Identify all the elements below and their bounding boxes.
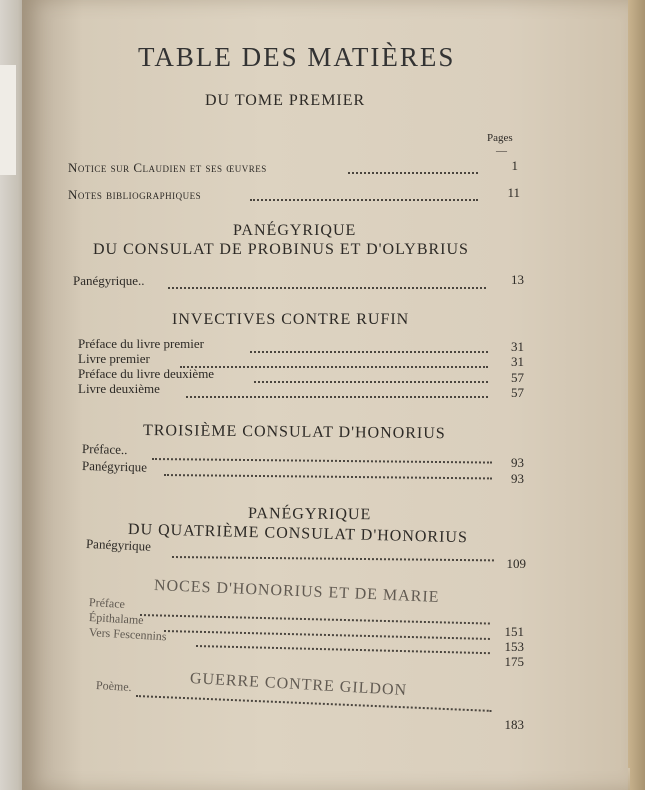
- toc-entry-page: 1: [511, 158, 518, 173]
- toc-entry-label: Préface du livre deuxième: [78, 366, 215, 381]
- dot-leader: [180, 366, 488, 368]
- toc-entry-label: Vers Fescennins: [88, 625, 167, 644]
- toc-entry-page: 11: [507, 185, 520, 200]
- page-title: TABLE DES MATIÈRES: [138, 42, 456, 72]
- toc-entry-label: Poème.: [95, 678, 133, 694]
- toc-entry-label: Préface: [88, 595, 126, 611]
- dot-leader: [348, 172, 478, 174]
- toc-entry-label: Panégyrique..: [73, 273, 145, 288]
- toc-entry-label: Préface du livre premier: [78, 336, 204, 351]
- dot-leader: [186, 396, 488, 398]
- section-heading: PANÉGYRIQUE: [233, 222, 357, 239]
- section-heading: PANÉGYRIQUE: [247, 505, 372, 524]
- toc-entry-label: Panégyrique: [85, 536, 152, 554]
- toc-entry-label: Livre deuxième: [78, 381, 160, 396]
- dot-leader: [250, 351, 488, 353]
- section-heading: NOCES D'HONORIUS ET DE MARIE: [153, 577, 440, 606]
- toc-entry-label: Préface..: [81, 441, 128, 458]
- toc-entry-page: 109: [506, 556, 526, 571]
- dot-leader: [250, 199, 478, 201]
- toc-entry-page: 57: [511, 385, 524, 400]
- toc-entry-page: 93: [511, 455, 524, 470]
- section-heading: TROISIÈME CONSULAT D'HONORIUS: [142, 422, 446, 443]
- toc-entry-page: 31: [511, 354, 524, 369]
- toc-entry-page: 93: [511, 471, 524, 486]
- adjacent-page-strip: [0, 65, 16, 175]
- toc-entry-label: Épithalame: [88, 610, 144, 628]
- section-subheading: DU CONSULAT DE PROBINUS ET D'OLYBRIUS: [93, 241, 469, 258]
- toc-entry-page: 57: [511, 370, 524, 385]
- toc-entry-page: 31: [511, 339, 524, 354]
- pages-column-header: Pages: [487, 132, 513, 144]
- toc-entry-page: 175: [504, 654, 524, 669]
- toc-entry-label: Notes bibliographiques: [68, 187, 202, 202]
- toc-entry-page: 183: [504, 717, 524, 732]
- page-subtitle: DU TOME PREMIER: [205, 92, 366, 109]
- toc-entry-label: Livre premier: [78, 351, 150, 366]
- toc-entry-label: Notice sur Claudien et ses œuvres: [68, 160, 267, 175]
- section-heading: GUERRE CONTRE GILDON: [189, 670, 408, 700]
- pages-column-rule: —: [496, 145, 507, 157]
- toc-entry-page: 151: [504, 624, 524, 639]
- section-subheading: DU QUATRIÈME CONSULAT D'HONORIUS: [127, 521, 469, 547]
- toc-entry-label: Panégyrique: [81, 458, 148, 475]
- toc-entry-page: 153: [504, 639, 524, 654]
- dot-leader: [168, 287, 486, 289]
- dot-leader: [254, 381, 488, 383]
- section-heading: INVECTIVES CONTRE RUFIN: [172, 311, 410, 328]
- toc-entry-page: 13: [511, 272, 524, 287]
